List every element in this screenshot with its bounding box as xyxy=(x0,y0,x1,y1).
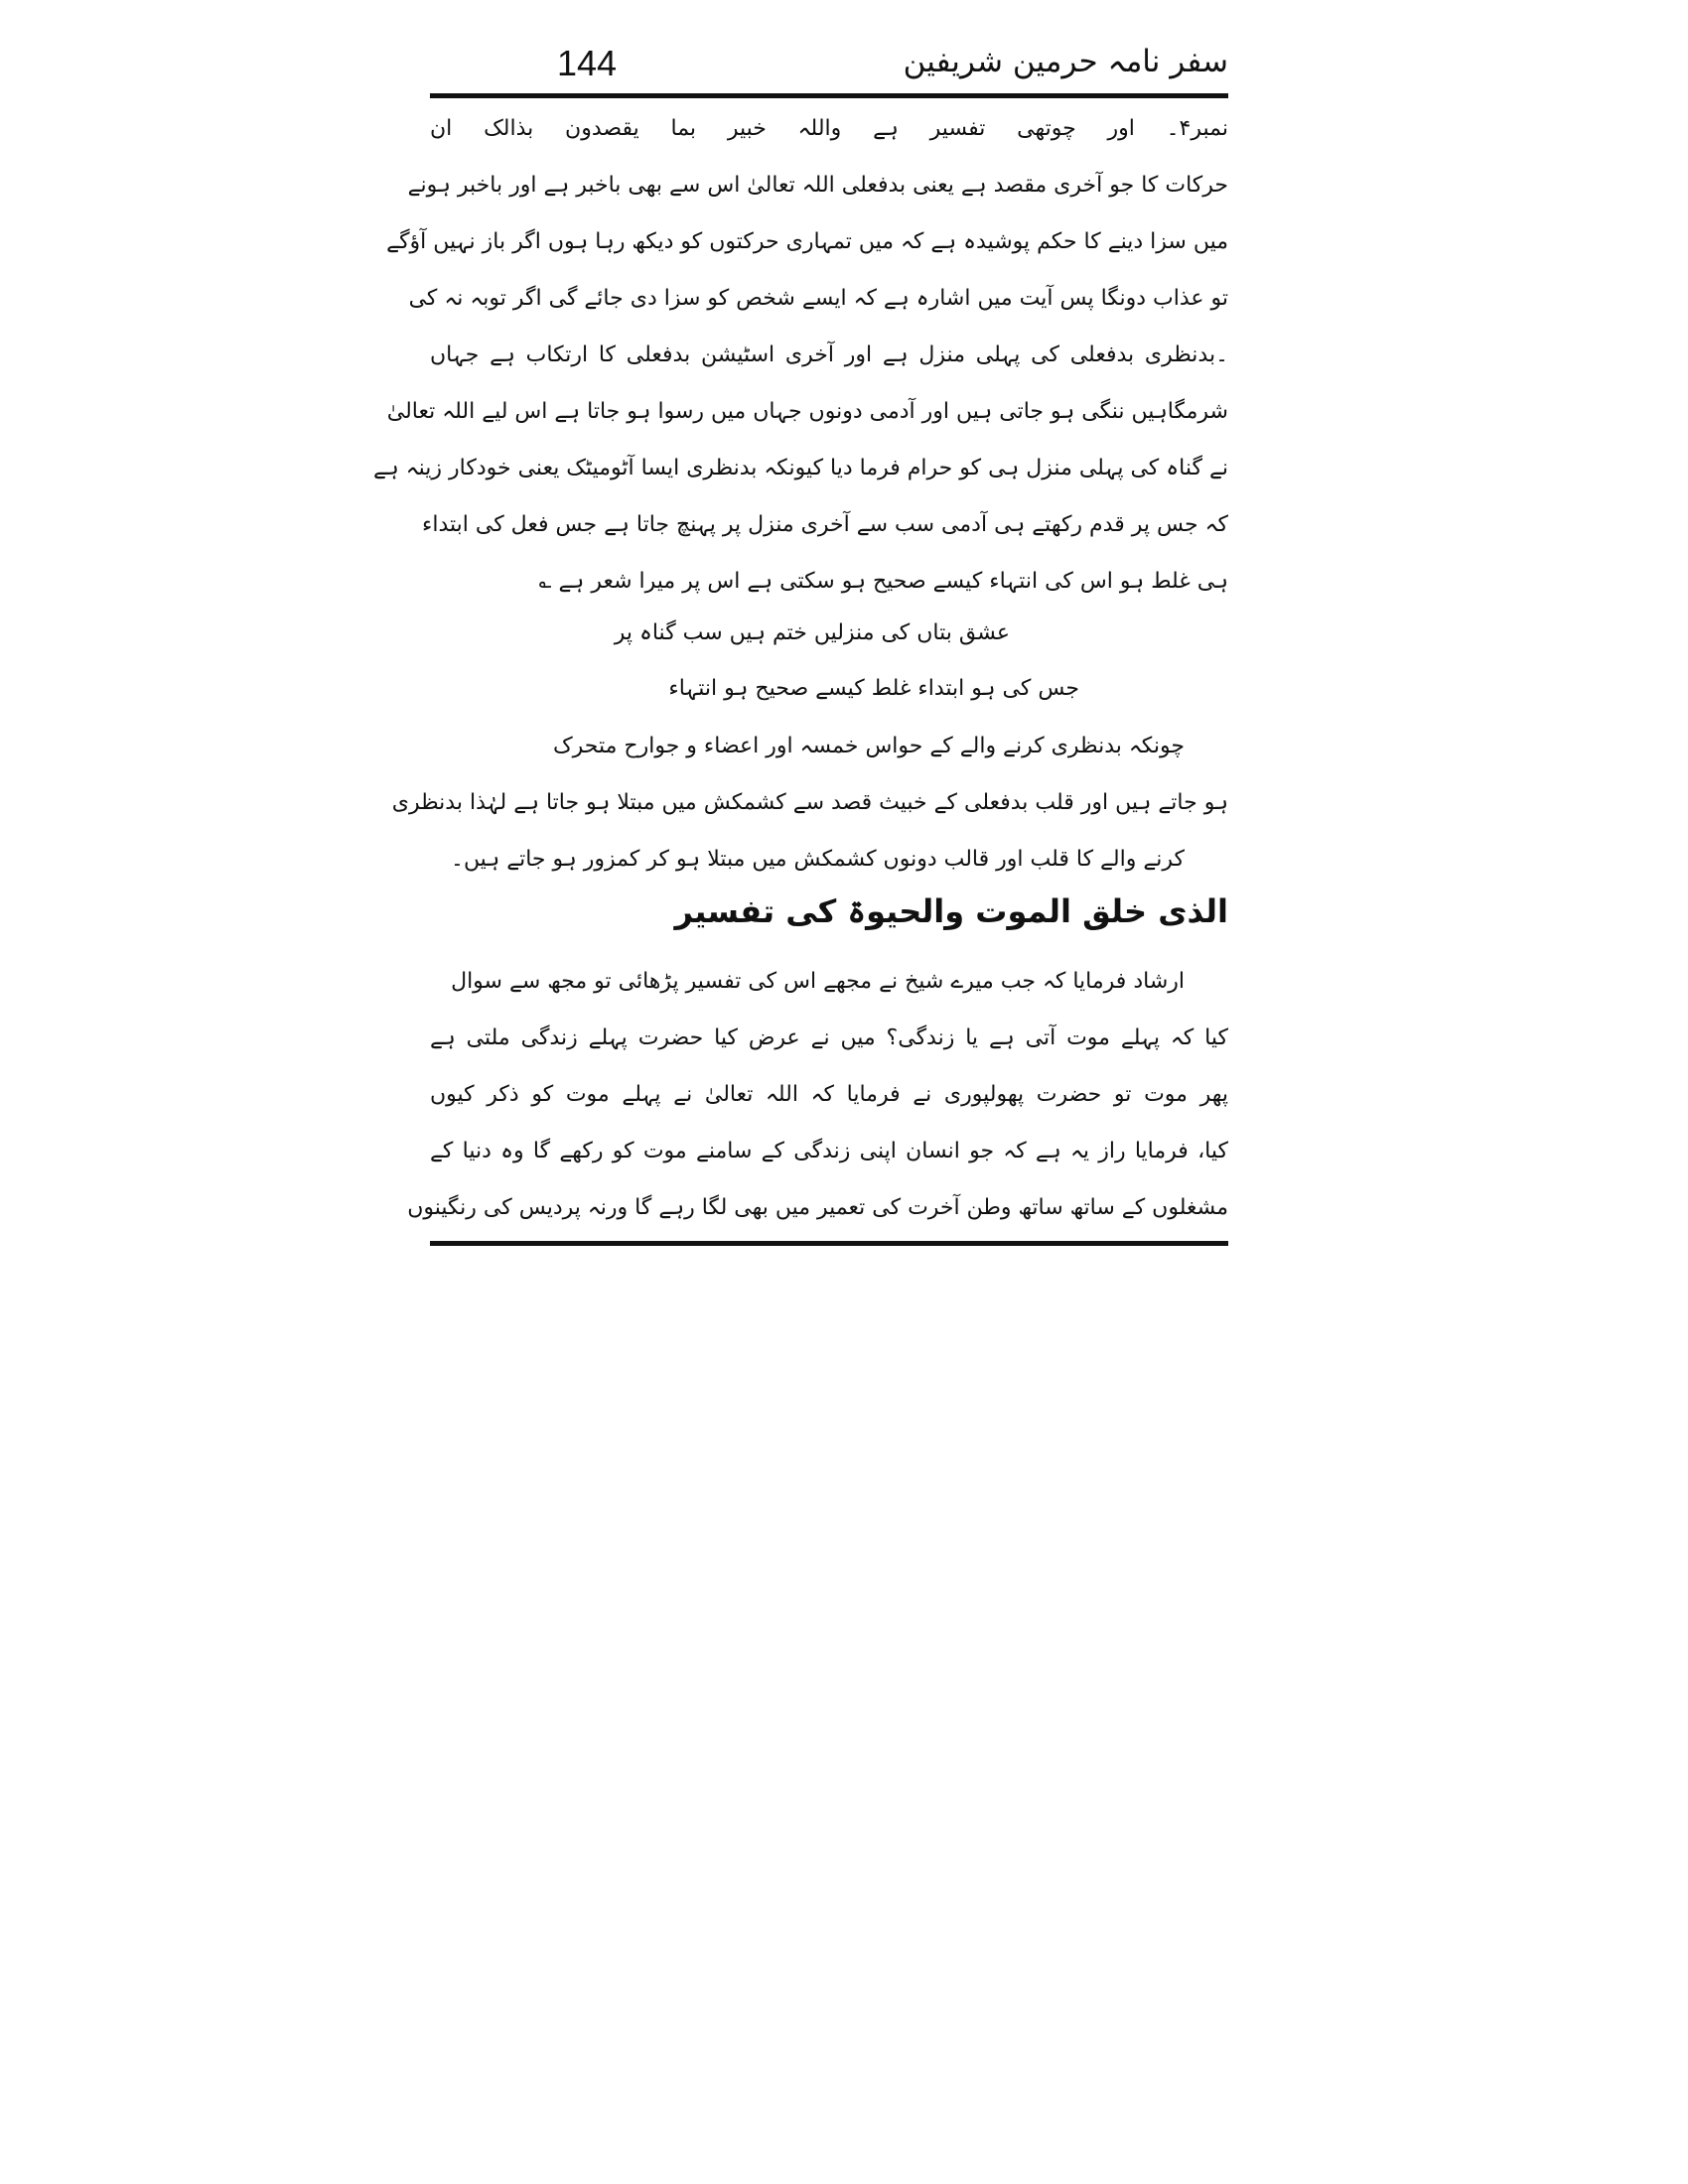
header-rule xyxy=(430,93,1228,98)
footer-rule xyxy=(430,1241,1228,1246)
verse-line: جس کی ہو ابتداء غلط کیسے صحیح ہو انتہاء xyxy=(668,676,1079,701)
book-title: سفر نامہ حرمین شریفین xyxy=(903,44,1228,79)
body-line: میں سزا دینے کا حکم پوشیدہ ہے کہ میں تمہاری حرکتوں کو دیکھ رہا ہوں اگر باز نہیں آؤگے xyxy=(386,229,1228,254)
body-line: مشغلوں کے ساتھ ساتھ وطن آخرت کی تعمیر میں بھی لگا رہے گا ورنہ پردیس کی رنگینوں xyxy=(407,1195,1228,1220)
verse-line: عشق بتاں کی منزلیں ختم ہیں سب گناہ پر xyxy=(614,620,1010,645)
body-line: ہی غلط ہو اس کی انتہاء کیسے صحیح ہو سکتی ہے اس پر میرا شعر ہے ؎ xyxy=(538,569,1228,594)
body-line: کیا، فرمایا راز یہ ہے کہ جو انسان اپنی زندگی کے سامنے موت کو رکھے گا وہ دنیا کے xyxy=(430,1139,1228,1163)
body-line: حرکات کا جو آخری مقصد ہے یعنی بدفعلی اللہ تعالیٰ اس سے بھی باخبر ہے اور باخبر ہونے xyxy=(407,173,1228,198)
page-number: 144 xyxy=(557,43,618,83)
body-line: کرنے والے کا قلب اور قالب دونوں کشمکش میں مبتلا ہو کر کمزور ہو جاتے ہیں۔ xyxy=(451,847,1185,872)
body-line: چونکہ بدنظری کرنے والے کے حواس خمسہ اور اعضاء و جوارح متحرک xyxy=(552,734,1185,758)
body-line: نمبر۴۔ اور چوتھی تفسیر ہے واللہ خبیر بما یقصدون بذالک ان xyxy=(430,116,1228,141)
body-line: ہو جاتے ہیں اور قلب بدفعلی کے خبیث قصد سے کشمکش میں مبتلا ہو جاتا ہے لہٰذا بدنظری xyxy=(391,790,1228,815)
section-heading: الذی خلق الموت والحیوۃ کی تفسیر xyxy=(674,892,1228,930)
body-line: ۔بدنظری بدفعلی کی پہلی منزل ہے اور آخری اسٹیشن بدفعلی کا ارتکاب ہے جہاں xyxy=(430,342,1228,367)
book-page xyxy=(373,38,1228,1418)
body-line: شرمگاہیں ننگی ہو جاتی ہیں اور آدمی دونوں جہاں میں رسوا ہو جاتا ہے اس لیے اللہ تعالیٰ xyxy=(386,399,1228,424)
page-header xyxy=(430,38,1228,97)
body-line: ارشاد فرمایا کہ جب میرے شیخ نے مجھے اس کی تفسیر پڑھائی تو مجھ سے سوال xyxy=(451,969,1185,994)
body-line: تو عذاب دونگا پس آیت میں اشارہ ہے کہ ایسے شخص کو سزا دی جائے گی اگر توبہ نہ کی xyxy=(408,286,1228,311)
body-line: کیا کہ پہلے موت آتی ہے یا زندگی؟ میں نے عرض کیا حضرت پہلے زندگی ملتی ہے xyxy=(430,1025,1228,1050)
body-line: نے گناہ کی پہلی منزل ہی کو حرام فرما دیا کیونکہ بدنظری ایسا آٹومیٹک یعنی خودکار زینہ ہے xyxy=(373,456,1228,480)
body-line: کہ جس پر قدم رکھتے ہی آدمی سب سے آخری منزل پر پہنچ جاتا ہے جس فعل کی ابتداء xyxy=(422,512,1228,537)
body-line: پھر موت تو حضرت پھولپوری نے فرمایا کہ اللہ تعالیٰ نے پہلے موت کو ذکر کیوں xyxy=(430,1082,1228,1107)
